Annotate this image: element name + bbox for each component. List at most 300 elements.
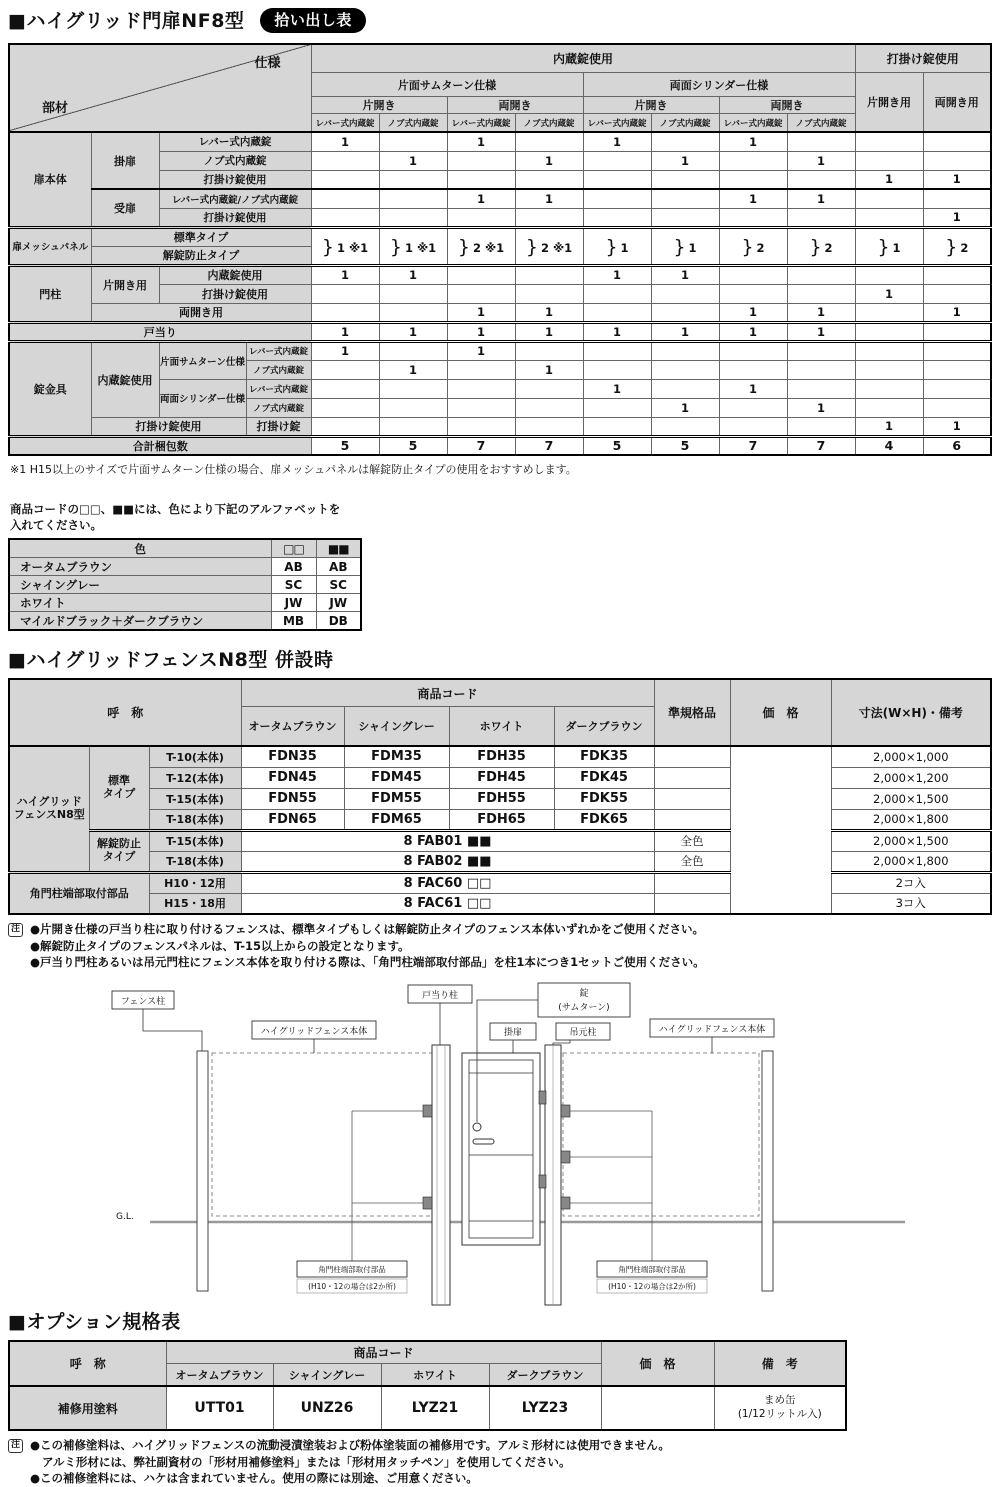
qty-cell (447, 360, 515, 379)
qty-cell: 1 (379, 322, 447, 341)
table-row (9, 612, 361, 631)
size-label: T-15(本体) (149, 830, 241, 851)
lock-label-line2: (サムターン) (558, 1003, 610, 1014)
qty-cell (855, 227, 923, 265)
color-col-header: オータムブラウン (241, 707, 344, 747)
qty-cell (311, 208, 379, 227)
table-row (9, 851, 991, 872)
qty-cell (719, 227, 787, 265)
qty-cell: 1 (719, 132, 787, 151)
qty-cell (651, 417, 719, 436)
qty-cell (719, 417, 787, 436)
table-row (9, 1341, 846, 1364)
product-code: UNZ26 (273, 1386, 381, 1430)
qty-cell (447, 265, 515, 284)
qty-cell: 1 (447, 322, 515, 341)
fence-label-line2: フェンスN8型 (13, 807, 85, 821)
row-label-corner-post-parts: 角門柱端部取付部品 (9, 872, 149, 914)
table-row (9, 576, 361, 594)
row-label-lever-lock: レバー式内蔵錠 (246, 341, 311, 360)
remark-line2: (1/12リットル入) (737, 1408, 822, 1421)
table-row (9, 322, 991, 341)
qty-cell: 1 (515, 151, 583, 170)
qty-cell (379, 417, 447, 436)
qty-value: 1 ※1 (404, 241, 437, 255)
qty-cell (515, 284, 583, 303)
qty-cell (923, 284, 991, 303)
qty-cell: 1 (719, 189, 787, 208)
row-label-double-swing: 両開き用 (91, 303, 311, 322)
qty-cell (447, 379, 515, 398)
qty-cell (379, 227, 447, 265)
row-label-latch-use: 打掛け錠使用 (159, 208, 311, 227)
option-note-line: ●この補修塗料は、ハイグリッドフェンスの流動浸漬塗装および粉体塗装面の補修用です。アルミ形材には使用できません。 (30, 1438, 670, 1453)
row-label-lock-hardware: 錠金具 (9, 341, 91, 436)
white-squares-header: □□ (271, 539, 316, 558)
dimension-cell: 2,000×1,800 (831, 809, 991, 830)
knob-lock-header: ノブ式内蔵錠 (515, 114, 583, 133)
qty-cell (583, 189, 651, 208)
qty-cell (311, 398, 379, 417)
color-code: JW (316, 594, 361, 612)
qty-cell (651, 341, 719, 360)
left-fence-panel (212, 1053, 432, 1216)
quasi-standard-cell (654, 746, 730, 767)
qty-cell (515, 341, 583, 360)
qty-cell (651, 284, 719, 303)
knob-lock-header: ノブ式内蔵錠 (651, 114, 719, 133)
size-label: T-18(本体) (149, 809, 241, 830)
options-notes (8, 1437, 1000, 1487)
corner-part-note: (H10・12の場合は2か所) (308, 1282, 396, 1292)
size-label: T-15(本体) (149, 788, 241, 809)
qty-cell (787, 360, 855, 379)
row-label-knob-lock: ノブ式内蔵錠 (246, 360, 311, 379)
qty-cell: 1 (515, 360, 583, 379)
color-col-header: ダークブラウン (489, 1364, 601, 1387)
qty-cell: 1 (787, 398, 855, 417)
product-code: FDH65 (449, 809, 554, 830)
double-swing-use-header: 両開き用 (923, 73, 991, 133)
qty-cell (787, 284, 855, 303)
qty-cell: 5 (583, 436, 651, 455)
color-col-header: シャイングレー (273, 1364, 381, 1387)
color-code: SC (316, 576, 361, 594)
qty-cell: 1 (515, 303, 583, 322)
option-note-line: ●この補修塗料には、ハケは含まれていません。使用の際には別途、ご用意ください。 (30, 1471, 478, 1486)
qty-cell: 1 (855, 170, 923, 189)
qty-value: 2 ※1 (540, 241, 573, 255)
qty-cell: 1 (719, 322, 787, 341)
qty-cell (447, 170, 515, 189)
qty-cell: 1 (583, 322, 651, 341)
anti-label-line2: タイプ (102, 850, 136, 864)
qty-cell (311, 170, 379, 189)
qty-cell: 6 (923, 436, 991, 455)
product-code: FDK55 (554, 788, 654, 809)
color-code-note (10, 502, 1000, 533)
color-code: MB (271, 612, 316, 631)
qty-cell (719, 170, 787, 189)
remarks-cell (714, 1386, 846, 1430)
qty-cell (787, 341, 855, 360)
parts-header: 部材 (42, 101, 69, 116)
qty-cell (855, 322, 923, 341)
qty-cell (311, 360, 379, 379)
qty-cell (379, 189, 447, 208)
product-code: FDK65 (554, 809, 654, 830)
qty-cell (719, 284, 787, 303)
qty-cell: 5 (311, 436, 379, 455)
qty-cell (311, 303, 379, 322)
row-label-cylinder-spec: 両面シリンダー仕様 (159, 379, 246, 417)
qty-cell: 1 (923, 417, 991, 436)
qty-cell (923, 341, 991, 360)
color-note-line1: 商品コードの□□、■■には、色により下記のアルファベットを (10, 502, 341, 516)
table-row (9, 788, 991, 809)
qty-cell (515, 379, 583, 398)
row-label-receive-door: 受扉 (91, 189, 159, 227)
qty-cell (719, 265, 787, 284)
color-name: シャイングレー (9, 576, 271, 594)
qty-cell (379, 303, 447, 322)
row-label-lever-knob-lock: レバー式内蔵錠/ノブ式内蔵錠 (159, 189, 311, 208)
qty-cell (855, 189, 923, 208)
corner-part-label: 角門柱端部取付部品 (618, 1265, 686, 1275)
qty-cell (583, 284, 651, 303)
qty-cell (651, 170, 719, 189)
lever-lock-header: レバー式内蔵錠 (719, 114, 787, 133)
qty-cell (923, 379, 991, 398)
page-title: ■ハイグリッド門扉NF8型 (8, 10, 245, 32)
table-row (9, 594, 361, 612)
table-row (9, 1386, 846, 1430)
qty-cell: 4 (855, 436, 923, 455)
table-row (9, 872, 991, 893)
qty-cell (855, 379, 923, 398)
remarks-header: 備 考 (714, 1341, 846, 1386)
right-fence-post (762, 1051, 773, 1291)
qty-cell (923, 398, 991, 417)
color-note-line2: 入れてください。 (10, 517, 102, 532)
qty-cell (447, 227, 515, 265)
price-cell (601, 1386, 714, 1430)
row-label-total-packages: 合計梱包数 (9, 436, 311, 455)
qty-cell (651, 227, 719, 265)
row-label-repair-paint: 補修用塗料 (9, 1386, 166, 1430)
qty-cell: 1 (311, 341, 379, 360)
row-label-mesh-panel: 扉メッシュパネル (9, 227, 91, 265)
product-code: 8 FAC60 □□ (241, 872, 654, 893)
qty-cell: 1 (515, 189, 583, 208)
qty-cell (719, 341, 787, 360)
brace-glyph: } (673, 236, 686, 258)
row-label-anti-unlock-type: 解錠防止タイプ (91, 246, 311, 265)
brace-glyph: } (741, 236, 754, 258)
name-header: 呼 称 (9, 1341, 166, 1386)
latch-door-label: 掛扉 (503, 1028, 523, 1039)
color-code: AB (316, 558, 361, 576)
anti-label-line1: 解錠防止 (97, 837, 141, 851)
qty-cell: 1 (651, 151, 719, 170)
product-code: FDN55 (241, 788, 344, 809)
section1-title-row (8, 6, 1000, 33)
qty-cell: 1 (311, 132, 379, 151)
qty-cell: 1 (787, 322, 855, 341)
color-code: DB (316, 612, 361, 631)
row-label-knob-lock: ノブ式内蔵錠 (246, 398, 311, 417)
single-swing-use-header: 片開き用 (855, 73, 923, 133)
qty-cell (923, 265, 991, 284)
catalog-page (0, 6, 1000, 1486)
qty-cell: 1 (719, 303, 787, 322)
qty-cell: 1 (379, 151, 447, 170)
pickup-table (8, 43, 992, 456)
dimension-cell: 2,000×1,800 (831, 851, 991, 872)
qty-cell (583, 417, 651, 436)
table-row (9, 679, 991, 707)
qty-cell (583, 170, 651, 189)
row-label-fence-n8 (9, 746, 89, 872)
row-label-door-body: 扉本体 (9, 132, 91, 227)
product-code: FDH35 (449, 746, 554, 767)
qty-cell (583, 151, 651, 170)
table-row (9, 189, 991, 208)
color-code: AB (271, 558, 316, 576)
size-label: T-10(本体) (149, 746, 241, 767)
fence-post-label: フェンス柱 (120, 997, 166, 1008)
quasi-standard-cell: 全色 (654, 830, 730, 851)
lever-lock-header: レバー式内蔵錠 (447, 114, 515, 133)
qty-cell (583, 398, 651, 417)
color-col-header: ホワイト (381, 1364, 489, 1387)
color-name: マイルドブラック＋ダークブラウン (9, 612, 271, 631)
section2-title: ■ハイグリッドフェンスN8型 併設時 (8, 649, 334, 672)
qty-cell (651, 208, 719, 227)
quasi-standard-header: 準規格品 (654, 679, 730, 746)
qty-cell (719, 398, 787, 417)
qty-cell: 1 (379, 265, 447, 284)
qty-cell: 7 (447, 436, 515, 455)
qty-cell: 1 (583, 132, 651, 151)
qty-cell (447, 208, 515, 227)
qty-value: 2 ※1 (472, 241, 505, 255)
size-label: H10・12用 (149, 872, 241, 893)
brace-glyph: } (457, 236, 470, 258)
qty-cell (855, 303, 923, 322)
qty-cell (311, 417, 379, 436)
table-row (9, 341, 991, 360)
qty-cell (447, 284, 515, 303)
row-label-standard-type (89, 746, 149, 830)
qty-cell (447, 151, 515, 170)
corner-part-label: 角門柱端部取付部品 (318, 1265, 386, 1275)
table-row (9, 746, 991, 767)
qty-cell: 1 (855, 284, 923, 303)
qty-cell (855, 151, 923, 170)
note-icon: 注 (8, 1439, 23, 1453)
color-col-header: ホワイト (449, 707, 554, 747)
name-header: 呼 称 (9, 679, 241, 746)
qty-cell (583, 208, 651, 227)
single-swing-header: 片開き (583, 97, 719, 114)
product-code-header: 商品コード (241, 679, 654, 707)
product-code: FDH55 (449, 788, 554, 809)
fence-body-label: ハイグリッドフェンス本体 (658, 1025, 766, 1036)
product-code: FDM45 (344, 767, 449, 788)
product-code: FDM35 (344, 746, 449, 767)
qty-cell (651, 132, 719, 151)
std-label-line2: タイプ (102, 786, 136, 800)
qty-cell (855, 132, 923, 151)
qty-cell (583, 303, 651, 322)
note-icon: 注 (8, 923, 23, 937)
qty-cell (515, 265, 583, 284)
table-row (9, 558, 361, 576)
label-leader (553, 1040, 570, 1045)
label-leader (143, 1009, 202, 1051)
quasi-standard-cell (654, 872, 730, 893)
qty-cell: 7 (515, 436, 583, 455)
row-label-gate-post: 門柱 (9, 265, 91, 322)
dimension-cell: 2,000×1,500 (831, 830, 991, 851)
product-code: FDM65 (344, 809, 449, 830)
qty-cell: 5 (379, 436, 447, 455)
qty-cell (311, 227, 379, 265)
qty-cell: 1 (787, 303, 855, 322)
knob-lock-header: ノブ式内蔵錠 (379, 114, 447, 133)
row-label-builtin-use: 内蔵錠使用 (159, 265, 311, 284)
cylinder-spec-header: 両面シリンダー仕様 (583, 73, 855, 97)
lever-lock-header: レバー式内蔵錠 (311, 114, 379, 133)
quasi-standard-cell (654, 893, 730, 914)
qty-value: 2 (756, 241, 765, 255)
thumbturn-lock (473, 1123, 481, 1131)
row-label-door-stop: 戸当り (9, 322, 311, 341)
product-code: LYZ21 (381, 1386, 489, 1430)
qty-cell: 1 (651, 322, 719, 341)
lock-label-line1: 錠 (579, 989, 589, 1000)
qty-cell (447, 398, 515, 417)
qty-cell: 1 (447, 303, 515, 322)
qty-cell (923, 132, 991, 151)
product-code: FDN65 (241, 809, 344, 830)
fence-label-line1: ハイグリッド (16, 795, 82, 809)
qty-cell: 1 (447, 132, 515, 151)
product-code: 8 FAC61 □□ (241, 893, 654, 914)
product-code: FDK35 (554, 746, 654, 767)
table-row (9, 132, 991, 151)
door-handle (473, 1139, 494, 1144)
fence-note-line: ●戸当り門柱あるいは吊元門柱にフェンス本体を取り付ける際は、「角門柱端部取付部品」を柱1本につき1セットご使用ください。 (30, 955, 705, 970)
section3-title: ■オプション規格表 (8, 1311, 181, 1334)
qty-cell: 1 (583, 379, 651, 398)
row-label-lever-lock: レバー式内蔵錠 (246, 379, 311, 398)
qty-cell (787, 170, 855, 189)
product-code: FDM55 (344, 788, 449, 809)
qty-cell (651, 189, 719, 208)
qty-cell (515, 398, 583, 417)
qty-cell (923, 227, 991, 265)
latch-lock-header: 打掛け錠使用 (855, 44, 991, 73)
qty-cell (855, 208, 923, 227)
qty-cell (719, 360, 787, 379)
corner-bracket (561, 1197, 570, 1209)
qty-value: 2 (960, 241, 969, 255)
qty-cell: 5 (651, 436, 719, 455)
qty-cell: 1 (923, 170, 991, 189)
qty-cell (515, 170, 583, 189)
color-code: JW (271, 594, 316, 612)
dimension-cell: 2,000×1,200 (831, 767, 991, 788)
qty-cell (923, 151, 991, 170)
table-row (9, 227, 991, 246)
qty-cell: 1 (651, 398, 719, 417)
row-label-builtin-use: 内蔵錠使用 (91, 341, 159, 417)
qty-cell (719, 151, 787, 170)
gate-door (462, 1053, 540, 1245)
black-squares-header: ■■ (316, 539, 361, 558)
product-code: FDN45 (241, 767, 344, 788)
door-stop-post (432, 1045, 450, 1305)
qty-cell: 1 (855, 417, 923, 436)
fence-body-label: ハイグリッドフェンス本体 (260, 1027, 368, 1038)
row-label-latch-lock: 打掛け錠 (246, 417, 311, 436)
qty-cell (311, 284, 379, 303)
qty-cell (379, 341, 447, 360)
quasi-standard-cell: 全色 (654, 851, 730, 872)
product-code: FDN35 (241, 746, 344, 767)
qty-value: 1 (620, 241, 629, 255)
hinge (539, 1091, 546, 1104)
qty-value: 1 (688, 241, 697, 255)
qty-cell (515, 417, 583, 436)
knob-lock-header: ノブ式内蔵錠 (787, 114, 855, 133)
color-name: オータムブラウン (9, 558, 271, 576)
row-label-lever-lock: レバー式内蔵錠 (159, 132, 311, 151)
double-swing-header: 両開き (719, 97, 855, 114)
corner-part-note: (H10・12の場合は2か所) (608, 1282, 696, 1292)
qty-cell: 1 (379, 360, 447, 379)
qty-cell (311, 151, 379, 170)
qty-cell (583, 227, 651, 265)
ground-level-label: G.L. (116, 1212, 134, 1223)
corner-bracket (561, 1105, 570, 1117)
table-row (9, 303, 991, 322)
table-row (9, 417, 991, 436)
qty-cell (311, 379, 379, 398)
qty-cell (855, 360, 923, 379)
remark-line1: まめ缶 (764, 1394, 796, 1407)
product-code: 8 FAB02 ■■ (241, 851, 654, 872)
qty-cell (379, 379, 447, 398)
qty-cell (379, 132, 447, 151)
dimension-cell: 2,000×1,500 (831, 788, 991, 809)
corner-bracket (423, 1197, 432, 1209)
dimension-header: 寸法(W×H)・備考 (831, 679, 991, 746)
qty-cell: 1 (719, 379, 787, 398)
color-col-header: ダークブラウン (554, 707, 654, 747)
fence-notes (8, 921, 1000, 971)
lever-lock-header: レバー式内蔵錠 (583, 114, 651, 133)
qty-cell (719, 208, 787, 227)
table-row (9, 809, 991, 830)
qty-cell (651, 379, 719, 398)
double-swing-header: 両開き (447, 97, 583, 114)
row-label-knob-lock: ノブ式内蔵錠 (159, 151, 311, 170)
total-row (9, 436, 991, 455)
size-label: T-12(本体) (149, 767, 241, 788)
